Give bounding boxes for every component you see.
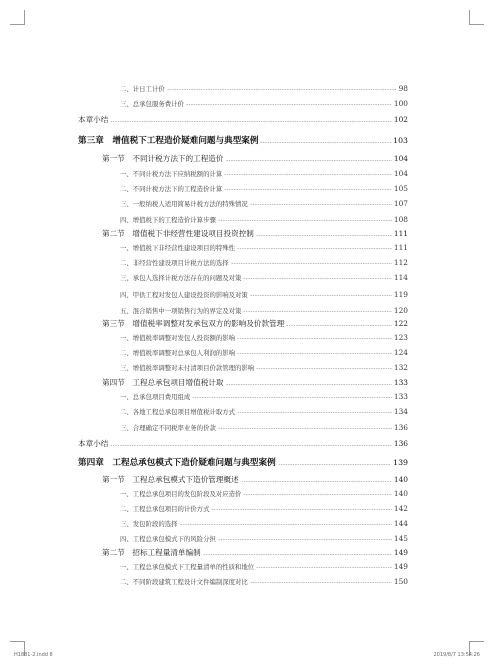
toc-page-number: 114 [393,273,408,282]
toc-page-number: 100 [393,99,408,108]
dot-leader [237,412,392,413]
toc-entry-title: 一、增值税率调整对发包人投资额的影响 [120,334,236,342]
toc-page-number: 136 [393,423,408,432]
toc-page-number: 136 [393,439,408,448]
toc-entry-title: 一、工程总承包模式下工程量清单的性质和地位 [120,563,255,571]
dot-leader [110,121,392,122]
dot-leader [256,235,392,236]
toc-page-number: 105 [393,184,408,193]
dot-leader [260,142,391,143]
toc-subsection-entry [120,184,408,193]
toc-entry-title: 二、工程总承包项目的计价方式 [120,505,210,513]
toc-page-number: 103 [393,136,408,145]
toc-summary-entry [78,114,408,125]
toc-entry-title: 一、不同计税方法下应纳税额的计算 [120,170,223,178]
dot-leader [226,160,392,161]
toc-entry-title: 四、增值税下的工程造价计算步骤 [120,216,216,224]
toc-entry-title: 三、合理确定不同税率业务的价款 [120,424,216,432]
toc-page-number: 108 [393,215,408,224]
toc-section-entry [102,474,408,485]
toc-subsection-entry [120,423,408,432]
dot-leader [256,567,392,568]
toc-subsection-entry [120,169,408,178]
toc-chapter-entry [78,456,408,468]
toc-chapter-entry [78,134,408,146]
toc-subsection-entry [120,392,408,401]
toc-subsection-entry [120,273,408,282]
print-file-label: H1881-2.indd 8 [14,652,53,658]
toc-subsection-entry [120,243,408,252]
toc-page-number: 102 [393,115,408,124]
toc-subsection-entry [120,363,408,372]
toc-subsection-entry [120,348,408,357]
toc-page-number: 120 [393,306,408,315]
dot-leader [203,554,392,555]
toc-entry-title: 三、一般纳税人适用简易计税方法的特殊情况 [120,200,248,208]
toc-entry-title: 三、发包阶段的选择 [120,520,178,528]
toc-page-number: 112 [393,258,408,267]
toc-entry-title: 二、计日工计价 [120,85,165,93]
toc-entry-title: 第四节 工程总承包项目增值税计取 [102,378,224,387]
toc-entry-title: 四、工程总承包模式下的风险分担 [120,535,216,543]
toc-subsection-entry [120,199,408,208]
toc-entry-title: 第二节 招标工程量清单编制 [102,548,201,557]
toc-subsection-entry [120,489,408,498]
toc-section-entry [102,377,408,388]
toc-page-number: 122 [393,319,408,328]
toc-page-number: 104 [393,169,408,178]
toc-subsection-entry [120,99,408,108]
toc-section-entry [102,547,408,558]
dot-leader [110,445,392,446]
toc-entry-title: 四、甲供工程对发包人建设投资的影响及对策 [120,291,248,299]
toc-entry-title: 二、不同阶段建筑工程设计文件编制深度对比 [120,578,248,586]
toc-subsection-entry [120,407,408,416]
dot-leader [224,189,392,190]
toc-page-number: 119 [393,290,408,299]
toc-subsection-entry [120,306,408,315]
toc-entry-title: 第一节 不同计税方法下的工程造价 [102,154,224,163]
toc-entry-title: 本章小结 [78,439,109,448]
dot-leader [237,248,392,249]
crop-mark-top-right [469,10,484,25]
toc-subsection-entry [120,290,408,299]
toc-entry-title: 二、增值税率调整对总承包人利润的影响 [120,349,236,357]
dot-leader [237,338,392,339]
toc-page-number: 142 [393,504,408,513]
toc-page-number: 123 [393,333,408,342]
toc-page-number: 150 [393,577,408,586]
dot-leader [218,428,392,429]
dot-leader [250,295,392,296]
toc-page-number: 132 [393,363,408,372]
toc-subsection-entry [120,504,408,513]
dot-leader [224,174,392,175]
dot-leader [167,89,397,90]
toc-page-number: 124 [393,348,408,357]
dot-leader [192,397,392,398]
dot-leader [218,539,392,540]
toc-page-number: 98 [398,84,408,93]
toc-entry-title: 三、总承包服务费计价 [120,100,184,108]
dot-leader [243,278,391,279]
toc-subsection-entry [120,562,408,571]
toc-page-number: 140 [393,489,408,498]
toc-entry-title: 第一节 工程总承包模式下造价管理概述 [102,475,239,484]
crop-mark-top-left [10,10,25,25]
toc-entry-title: 第三章 增值税下工程造价疑难问题与典型案例 [78,136,259,146]
toc-page-number: 107 [393,199,408,208]
toc-entry-title: 一、工程总承包项目的发包阶段及对应造价 [120,490,242,498]
toc-page-number: 104 [393,154,408,163]
toc-section-entry [102,153,408,164]
toc-page-number: 144 [393,519,408,528]
toc-entry-title: 五、混合销售中一项销售行为的界定及对策 [120,307,242,315]
toc-entry-title: 一、总承包项目费用组成 [120,393,191,401]
toc-subsection-entry [120,534,408,543]
toc-section-entry [102,228,408,239]
dot-leader [250,204,392,205]
dot-leader [180,524,392,525]
toc-entry-title: 二、非经营性建设项目计税方法的选择 [120,259,229,267]
dot-leader [250,582,392,583]
toc-entry-title: 本章小结 [78,115,109,124]
dot-leader [241,481,392,482]
toc-entry-title: 一、增值税下非经营性建设项目的特殊性 [120,244,236,252]
toc-summary-entry [78,438,408,449]
toc-subsection-entry [120,258,408,267]
toc-page-number: 111 [393,229,408,238]
toc-page-number: 111 [393,243,408,252]
toc-page-number: 134 [393,407,408,416]
dot-leader [186,104,392,105]
dot-leader [243,494,391,495]
toc-entry-title: 第四章 工程总承包模式下造价疑难问题与典型案例 [78,458,276,468]
dot-leader [237,353,392,354]
dot-leader [256,368,392,369]
dot-leader [231,263,392,264]
toc-entry-title: 三、承包人选择计税方法存在的问题及对策 [120,274,242,282]
toc-section-entry [102,318,408,329]
toc-page-number: 145 [393,534,408,543]
toc-entry-title: 二、不同计税方法下的工程造价计算 [120,185,223,193]
toc-subsection-entry [120,519,408,528]
dot-leader [278,464,391,465]
toc-entry-title: 二、各地工程总承包项目增值税计取方式 [120,408,236,416]
dot-leader [218,220,392,221]
toc-subsection-entry [120,333,408,342]
toc-page-number: 149 [393,548,408,557]
toc-entry-title: 第二节 增值税下非经营性建设项目投资控制 [102,229,254,238]
toc-subsection-entry [120,84,408,93]
toc-page-number: 133 [393,378,408,387]
toc-entry-title: 第三节 增值税率调整对发承包双方的影响及价款管理 [102,319,285,328]
toc-subsection-entry [120,577,408,586]
toc-page-number: 133 [393,392,408,401]
toc-page-number: 149 [393,562,408,571]
toc-page-number: 139 [393,458,408,467]
toc-subsection-entry [120,215,408,224]
dot-leader [286,325,392,326]
print-timestamp: 2019/8/7 13:54:26 [433,652,480,658]
dot-leader [211,509,391,510]
toc-entry-title: 三、增值税率调整对未付清项目价款管理的影响 [120,364,255,372]
toc-page-number: 140 [393,475,408,484]
dot-leader [243,311,391,312]
dot-leader [226,384,392,385]
